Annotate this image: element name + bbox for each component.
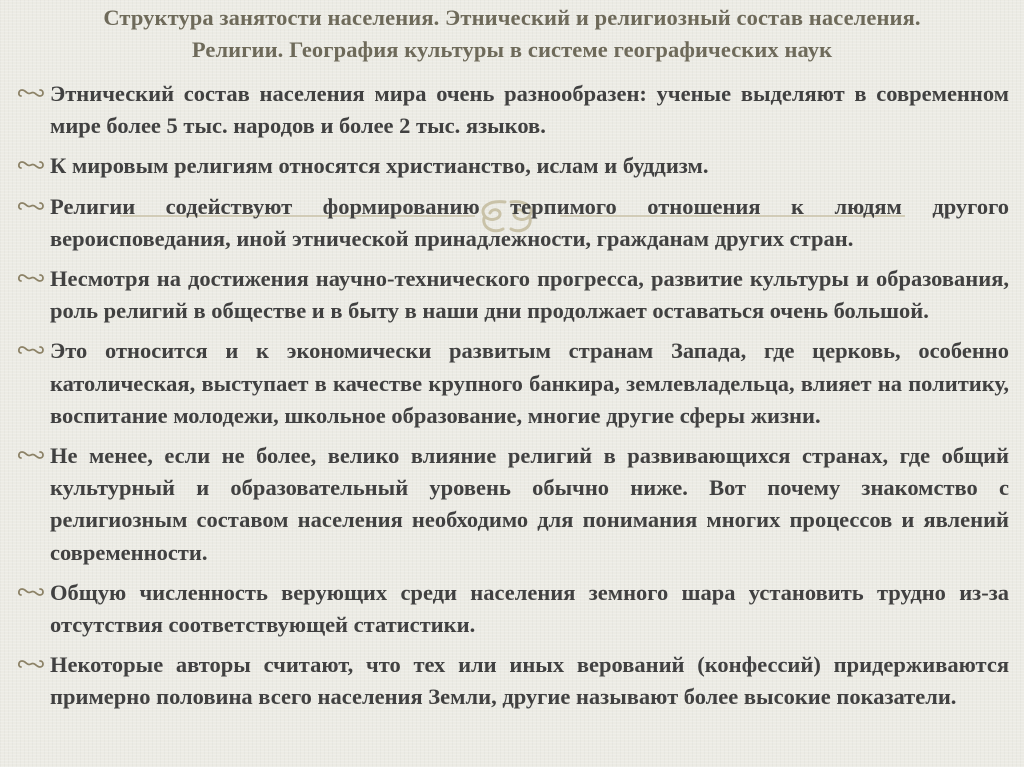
scroll-bullet-icon bbox=[17, 271, 45, 285]
slide-title-line-1: Структура занятости населения. Этнический и религиозный состав населения. bbox=[103, 5, 921, 30]
list-item bbox=[17, 78, 1009, 142]
list-item-text: Несмотря на достижения научно-технического прогресса, развитие культуры и образования, роль религий в обществе и в быту в наши дни продолжает оставаться очень большой. bbox=[50, 266, 1009, 324]
list-item bbox=[17, 649, 1009, 713]
list-item bbox=[17, 263, 1009, 327]
list-item bbox=[17, 150, 1009, 182]
list-item bbox=[17, 577, 1009, 641]
list-item bbox=[17, 335, 1009, 432]
scroll-bullet-icon bbox=[17, 657, 45, 671]
list-item bbox=[17, 191, 1009, 255]
list-item-text: К мировым религиям относятся христианство, ислам и буддизм. bbox=[50, 153, 709, 179]
list-item-text: Некоторые авторы считают, что тех или иных верований (конфессий) придерживаются примерно половина всего населения Земли, другие называют более высокие показатели. bbox=[50, 652, 1009, 710]
bullet-list bbox=[17, 78, 1009, 722]
scroll-bullet-icon bbox=[17, 86, 45, 100]
list-item-text: Это относится и к экономически развитым странам Запада, где церковь, особенно католическая, выступает в качестве крупного банкира, землевладельца, влияет на политику, воспитание молодежи, школьное образование, многие другие сферы жизни. bbox=[50, 338, 1009, 428]
list-item bbox=[17, 440, 1009, 569]
slide-title-line-2: Религии. География культуры в системе географических наук bbox=[191, 37, 833, 62]
list-item-text: Не менее, если не более, велико влияние религий в развивающихся странах, где общий культурный и образовательный уровень обычно ниже. Вот почему знакомство с религиозным составом населения необходимо для понимания многих процессов и явлений современности. bbox=[50, 443, 1009, 565]
list-item-text: Этнический состав населения мира очень разнообразен: ученые выделяют в современном мире более 5 тыс. народов и более 2 тыс. языков. bbox=[50, 81, 1009, 139]
scroll-bullet-icon bbox=[17, 343, 45, 357]
list-item-text: Общую численность верующих среди населения земного шара установить трудно из-за отсутствия соответствующей статистики. bbox=[50, 579, 1009, 638]
slide-title bbox=[0, 2, 1024, 66]
scroll-bullet-icon bbox=[17, 158, 45, 172]
scroll-bullet-icon bbox=[17, 585, 45, 599]
scroll-bullet-icon bbox=[17, 448, 45, 462]
list-item-text: Религии содействуют формированию терпимого отношения к людям другого вероисповедания, иной этнической принадлежности, гражданам других стран. bbox=[50, 193, 1009, 251]
scroll-bullet-icon bbox=[17, 199, 45, 213]
